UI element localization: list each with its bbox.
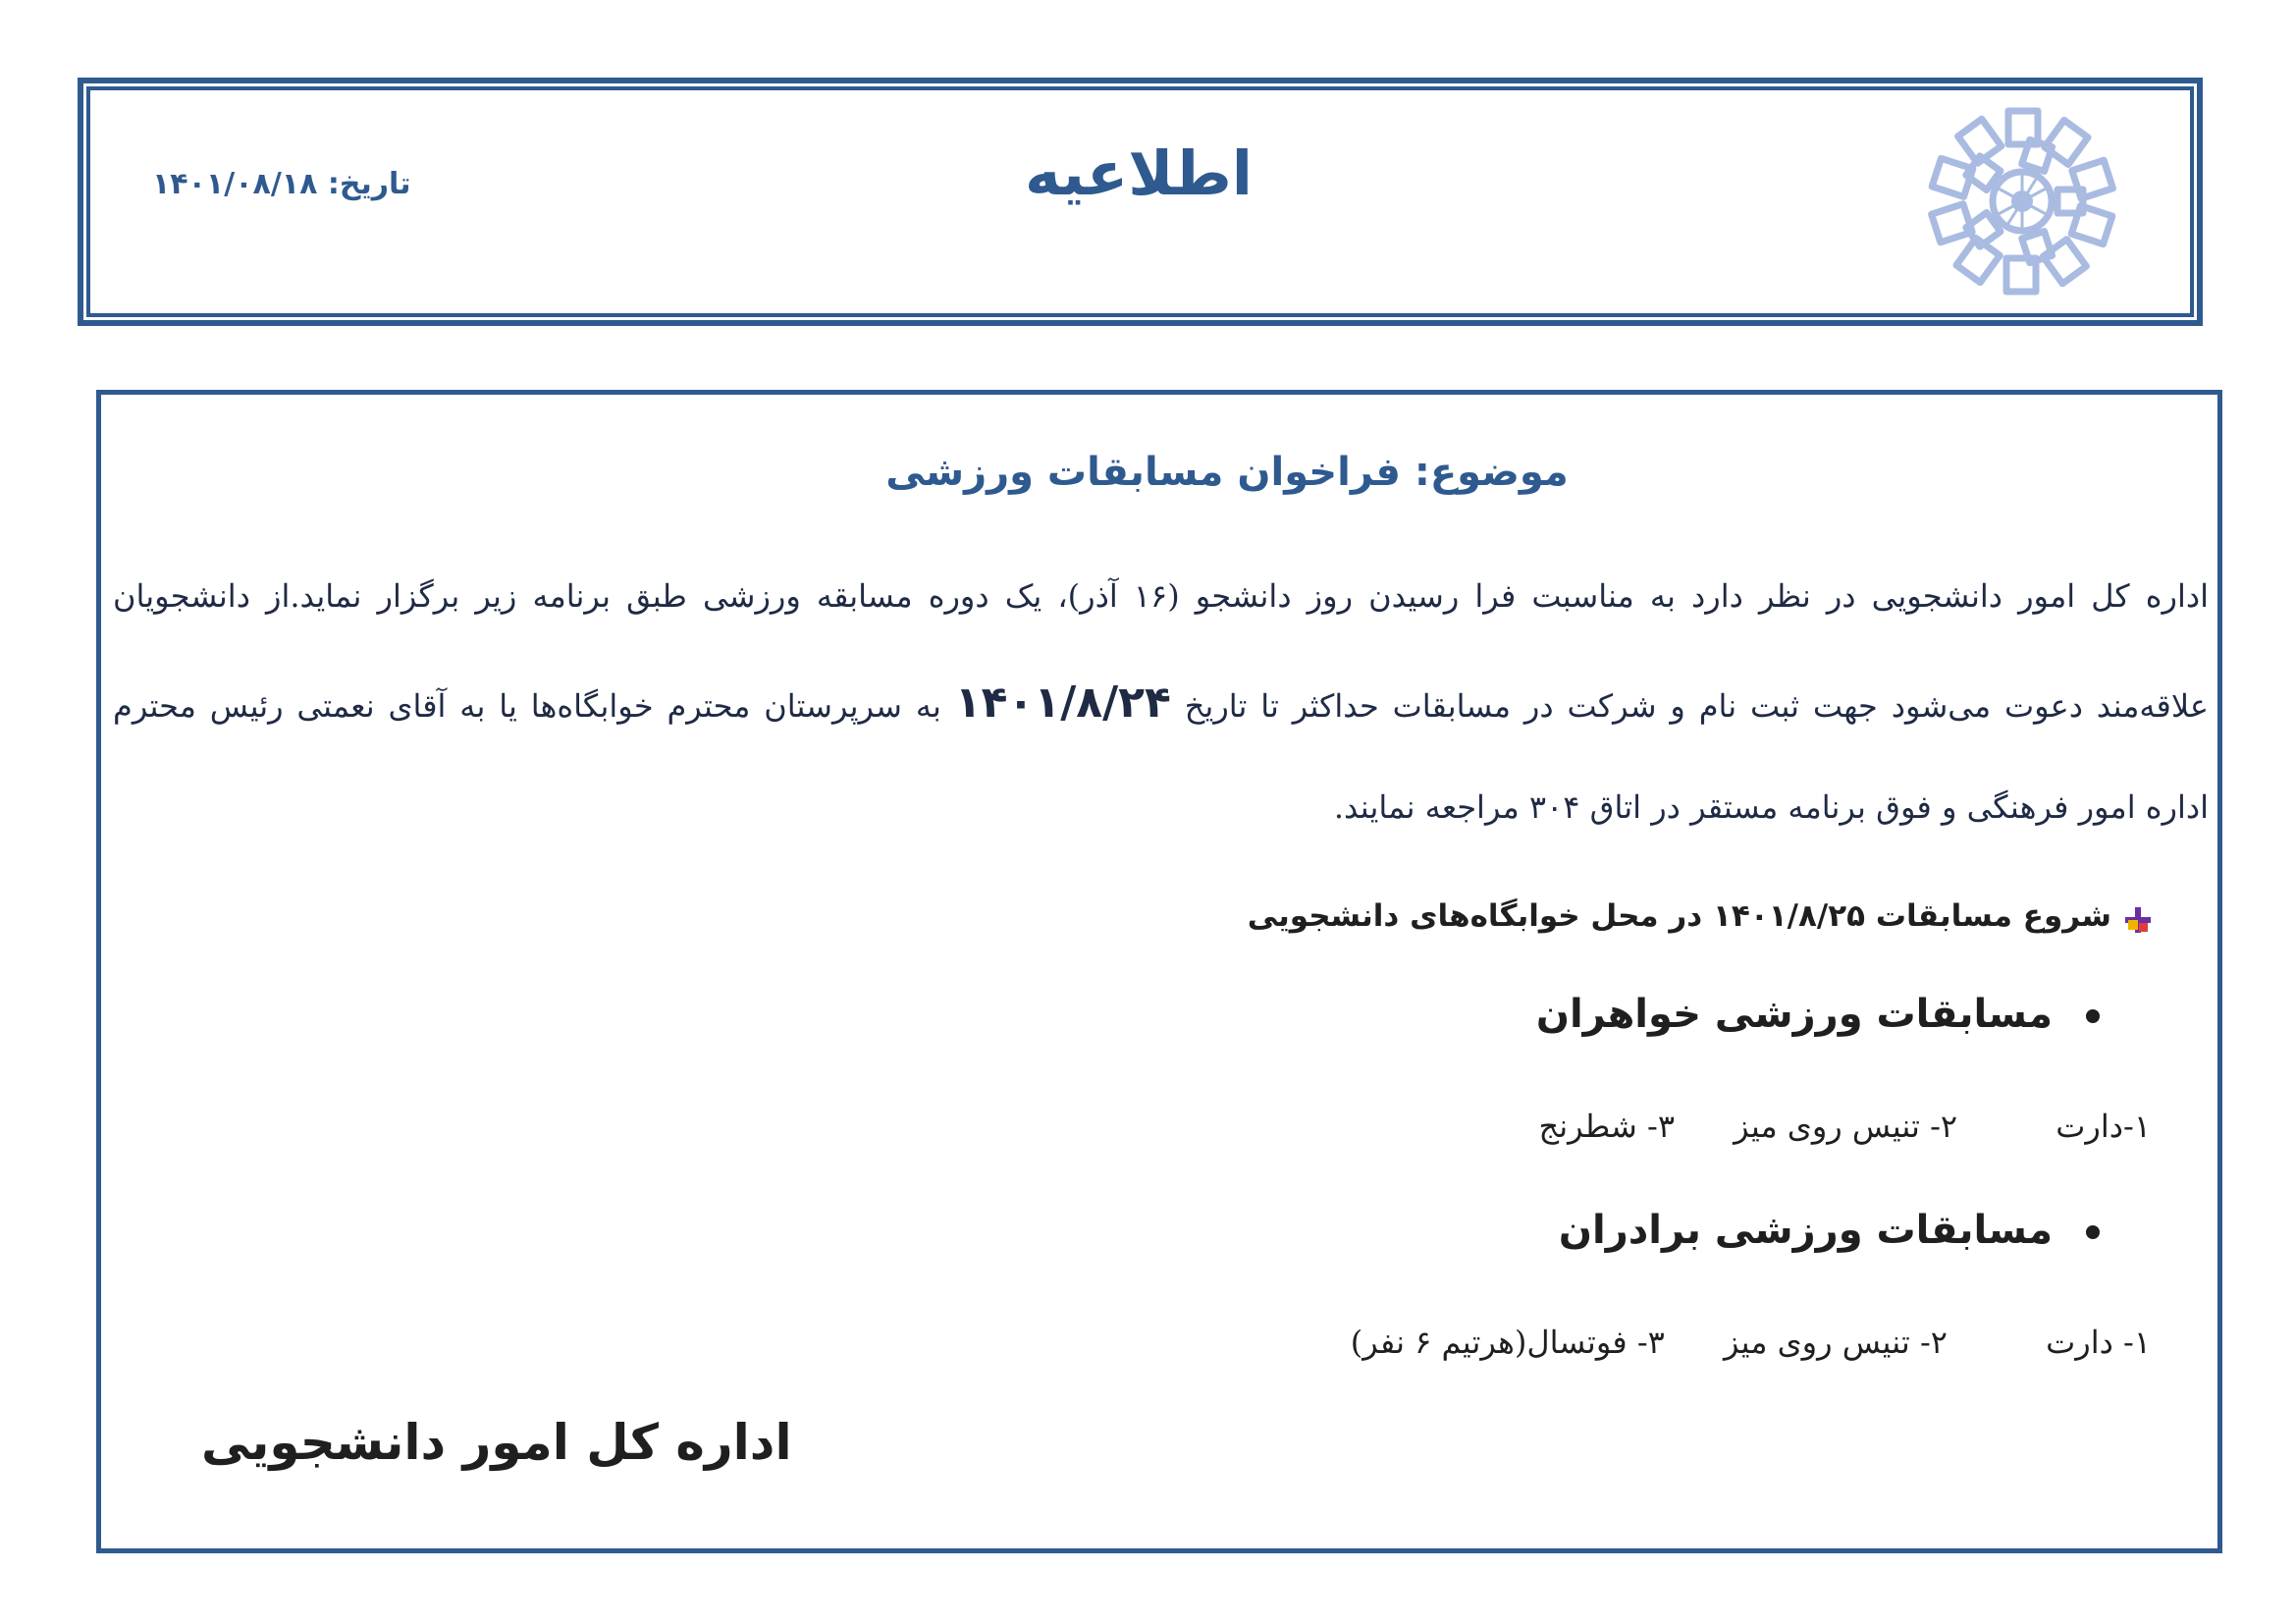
list-item: ۳- فوتسال(هرتیم ۶ نفر) xyxy=(1350,1324,1665,1361)
notice-title: اطلاعیه xyxy=(1025,137,1253,209)
paragraph-line-2-start: علاقه‌مند دعوت می‌شود جهت ثبت نام و شرکت در مسابقات حداکثر تا تاریخ xyxy=(1184,687,2210,725)
list-item: ۲- تنیس روی میز xyxy=(1734,1108,1958,1145)
university-logo-icon xyxy=(1919,103,2125,299)
bullet-icon xyxy=(2086,1009,2100,1023)
section-items-sisters xyxy=(1539,1108,2151,1145)
paragraph-line-2-end: به سرپرستان محترم خوابگاه‌ها یا به آقای نعمتی رئیس محترم xyxy=(113,687,941,725)
paragraph-line-3: اداره امور فرهنگی و فوق برنامه مستقر در اتاق ۳۰۴ مراجعه نمایند. xyxy=(1333,788,2209,826)
paragraph-line-2 xyxy=(113,677,2209,728)
date-label: تاریخ: xyxy=(327,167,411,201)
content-frame xyxy=(96,390,2222,1553)
paragraph-line-1: اداره کل امور دانشجویی در نظر دارد به مناسبت فرا رسیدن روز دانشجو (۱۶ آذر)، یک دوره مسابقه ورزشی طبق برنامه زیر برگزار نماید.از دانشجویان xyxy=(113,577,2210,615)
competition-start-text: شروع مسابقات ۱۴۰۱/۸/۲۵ در محل خوابگاه‌های دانشجویی xyxy=(1247,898,2111,934)
section-heading-text: مسابقات ورزشی برادران xyxy=(1558,1208,2053,1253)
list-item: ۳- شطرنج xyxy=(1538,1108,1675,1145)
registration-deadline: ۱۴۰۱/۸/۲۴ xyxy=(954,677,1171,728)
list-item: ۲- تنیس روی میز xyxy=(1724,1324,1948,1361)
cross-bullet-icon xyxy=(2125,905,2151,931)
section-heading-sisters xyxy=(1536,992,2100,1037)
section-items-brothers xyxy=(1351,1324,2151,1361)
notice-date xyxy=(152,167,411,201)
section-heading-brothers xyxy=(1559,1208,2100,1253)
bullet-icon xyxy=(2086,1225,2100,1239)
section-heading-text: مسابقات ورزشی خواهران xyxy=(1535,992,2053,1037)
notice-subject: موضوع: فراخوان مسابقات ورزشی xyxy=(885,450,1569,495)
date-value: ۱۴۰۱/۰۸/۱۸ xyxy=(152,167,318,201)
signature: اداره کل امور دانشجویی xyxy=(201,1414,792,1471)
list-item: ۱- دارت xyxy=(2046,1324,2151,1361)
list-item: ۱-دارت xyxy=(2056,1108,2151,1145)
competition-start xyxy=(1248,898,2151,934)
